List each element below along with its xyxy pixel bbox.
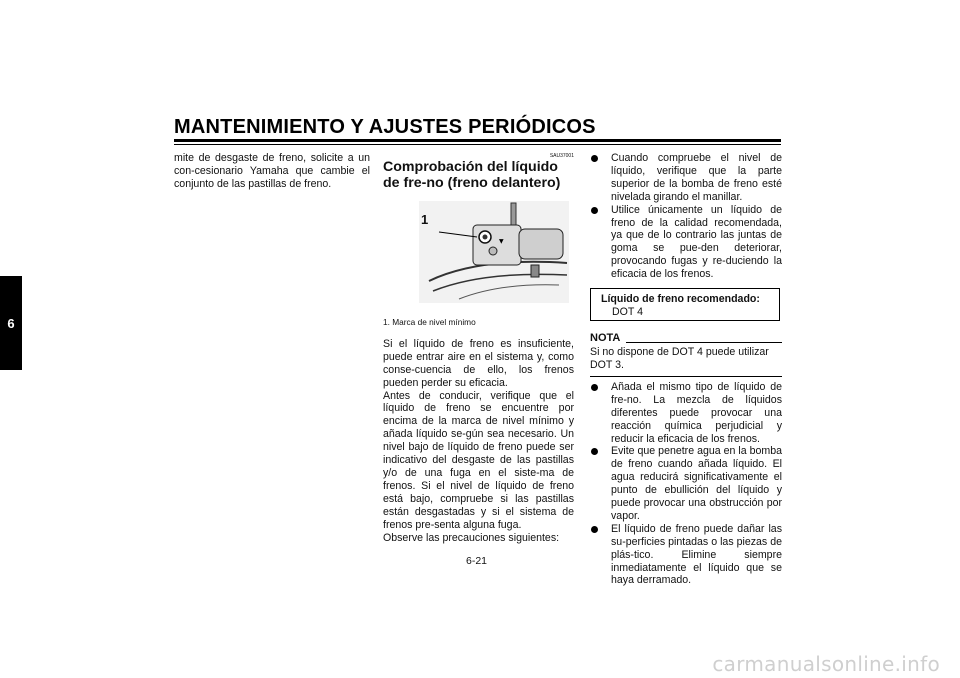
bullet-icon [591,384,598,391]
brake-reservoir-illustration [419,201,569,303]
brake-reservoir-figure [419,201,569,303]
note-header [590,333,782,344]
recommended-fluid-value: DOT 4 [612,305,644,318]
figure-caption: 1. Marca de nivel mínimo [383,317,476,327]
section-heading: Comprobación del líquido de fre-no (freno delantero) [383,159,561,191]
page-header-title: MANTENIMIENTO Y AJUSTES PERIÓDICOS [174,116,596,138]
watermark: carmanualsonline.info [712,652,940,676]
figure-callout-number: 1 [421,212,429,227]
body-paragraph-2: Antes de conducir, verifique que el líquido de freno se encuentre por encima de la marca de nivel mínimo y añada líquido se-gún sea necesario. Un nivel bajo de líquido de freno puede ser indicativo del desgaste de las pastillas y/o de una fuga en el siste-ma de frenos. Si el nivel de líquido de freno está bajo, compruebe si las pastillas están desgastadas y si el sistema de frenos pre-senta alguna fuga. [383,389,574,531]
bullet-icon [591,526,598,533]
precautions-list-bottom [590,381,782,588]
column-right [590,152,782,587]
header-rule-thin [174,144,781,145]
body-paragraph-1: Si el líquido de freno es insuficiente, puede entrar aire en el sistema y, como conse-cuencia de ello, los frenos pueden perder su eficacia. [383,337,574,389]
note-rule-bottom [590,376,782,377]
body-paragraph-3: Observe las precauciones siguientes: [383,531,560,544]
note-title: NOTA [590,332,621,345]
column-middle [383,153,574,544]
note-rule-top [626,342,782,343]
section-code: SAU37001 [549,153,574,159]
list-item: Añada el mismo tipo de líquido de fre-no. La mezcla de líquidos diferentes puede provocar una reacción química perjudicial y reducir la eficacia de los frenos. [590,381,782,446]
list-item: Cuando compruebe el nivel de líquido, verifique que la parte superior de la bomba de freno esté nivelada girando el manillar. [590,152,782,204]
bullet-icon [591,155,598,162]
chapter-tab-number: 6 [7,315,15,331]
precautions-list-top [590,152,782,281]
recommended-fluid-box [590,288,780,321]
bullet-icon [591,448,598,455]
bullet-icon [591,207,598,214]
continuation-paragraph: mite de desgaste de freno, solicite a un con-cesionario Yamaha que cambie el conjunto de las pastillas de freno. [174,152,370,190]
page-number: 6-21 [466,555,488,567]
svg-text:▼: ▼ [499,238,504,245]
header-rule-thick [174,139,781,142]
note-text: Si no dispone de DOT 4 puede utilizar DOT 3. [590,346,769,371]
list-item: El líquido de freno puede dañar las su-perficies pintadas o las piezas de plás-tico. Elimine siempre inmediatamente el líquido que se haya derramado. [590,523,782,588]
recommended-fluid-label: Líquido de freno recomendado: [601,293,760,306]
list-item: Evite que penetre agua en la bomba de freno cuando añada líquido. El agua reducirá significativamente el punto de ebullición del líquido y puede provocar una obstrucción por vapor. [590,445,782,522]
column-left [174,152,370,191]
chapter-tab [0,276,22,370]
list-item: Utilice únicamente un líquido de freno de la calidad recomendada, ya que de lo contrario las juntas de goma se pue-den deteriorar, provocando fugas y re-duciendo la eficacia de los frenos. [590,204,782,281]
